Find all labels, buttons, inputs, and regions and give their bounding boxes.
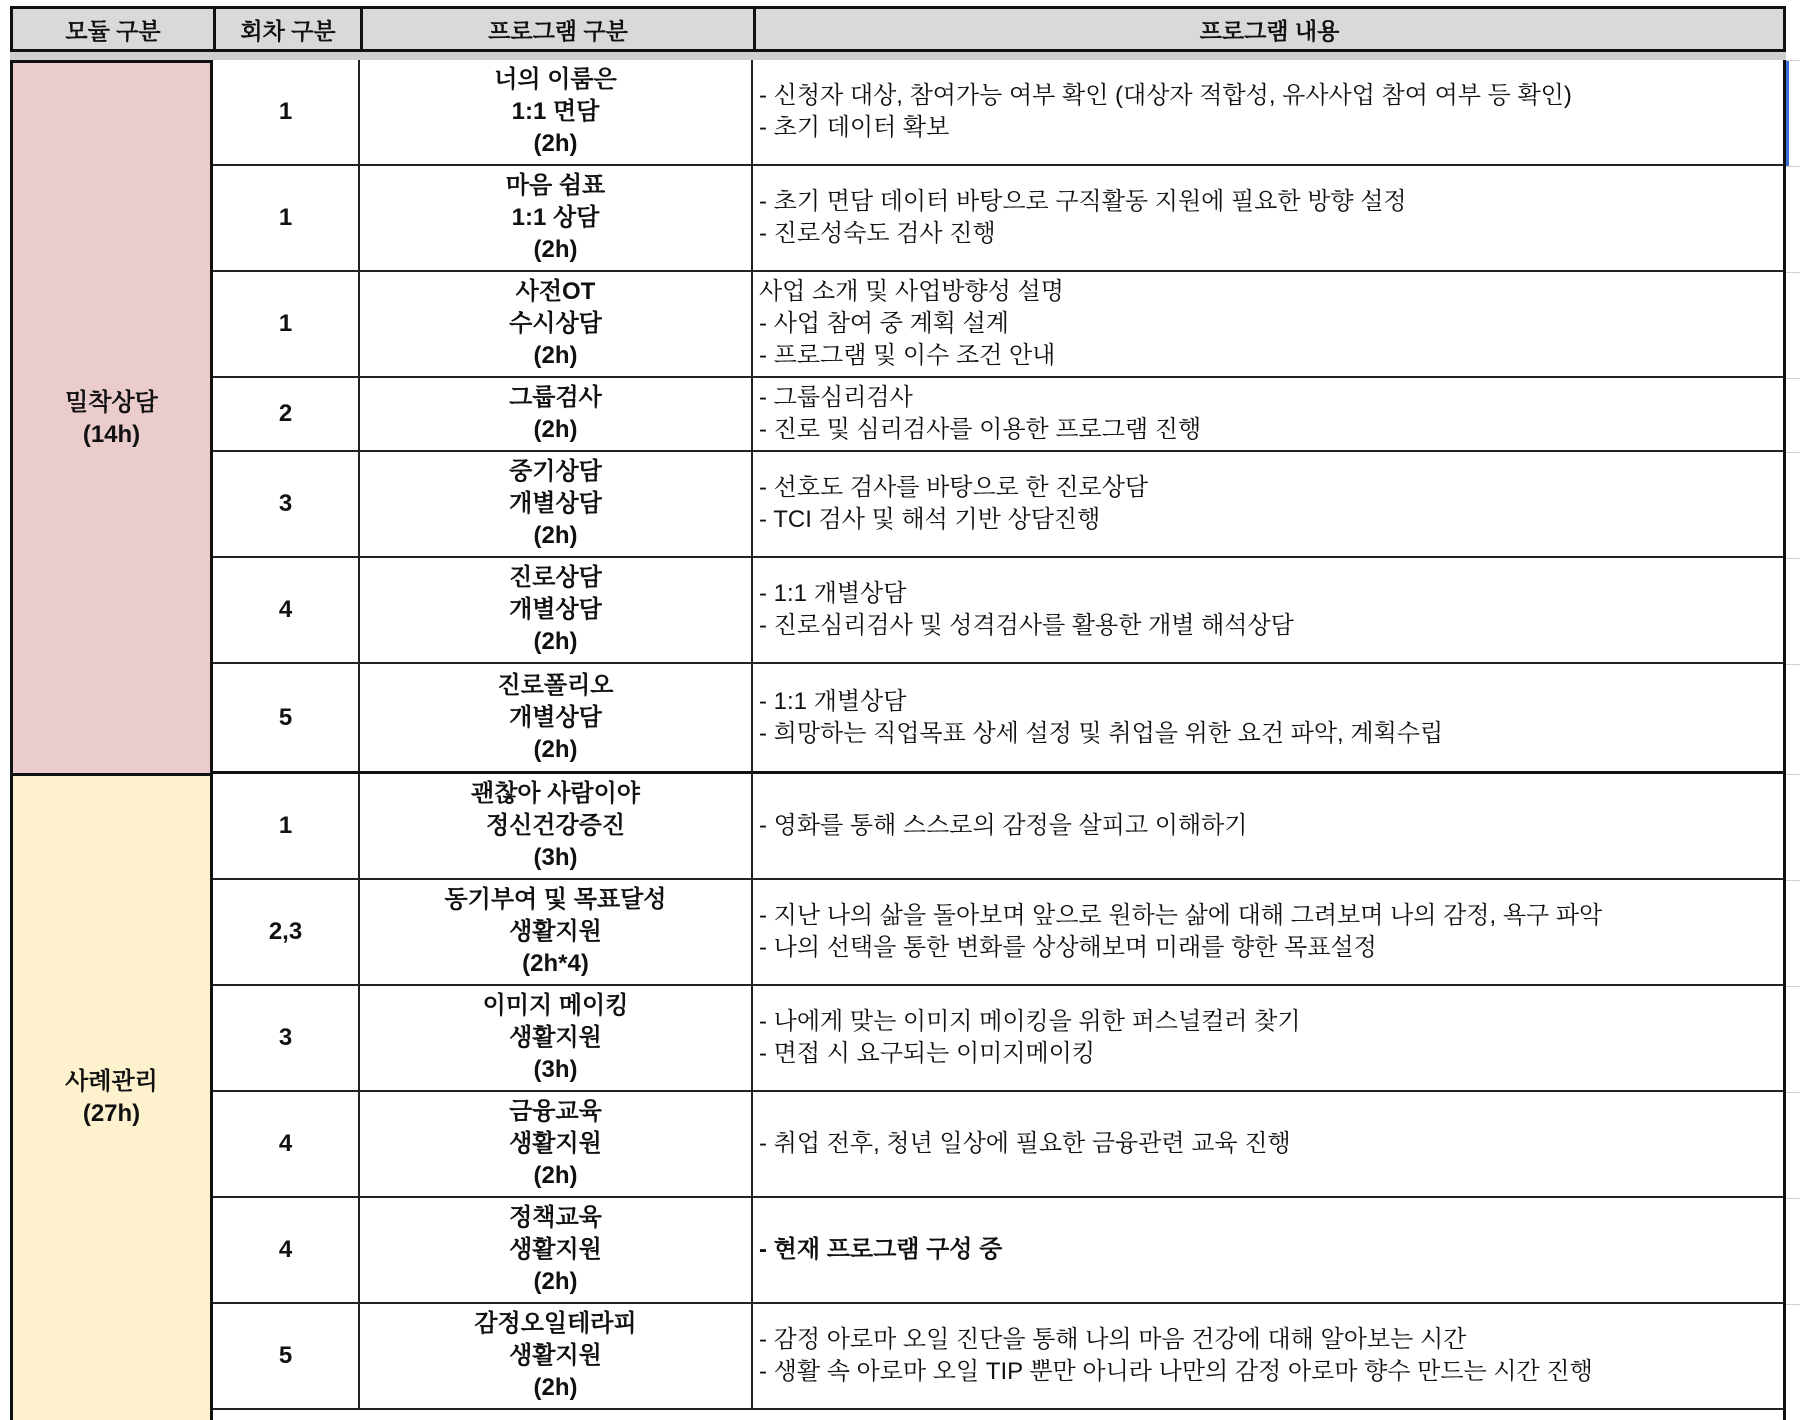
- content-line: - 선호도 검사를 바탕으로 한 진로상담: [759, 474, 1149, 501]
- sheet-gridline: [1786, 1092, 1800, 1093]
- program-cell[interactable]: [360, 986, 753, 1090]
- content-line: - 취업 전후, 청년 일상에 필요한 금융관련 교육 진행: [759, 1130, 1291, 1157]
- program-cell[interactable]: [360, 1198, 753, 1302]
- program-line: 개별상담: [509, 703, 602, 731]
- session-cell[interactable]: 1: [213, 60, 360, 164]
- program-line: 마음 쉼표: [505, 172, 606, 199]
- program-line: 생활지원: [509, 1024, 602, 1051]
- session-cell[interactable]: 1: [213, 272, 360, 376]
- content-cell[interactable]: [753, 166, 1786, 270]
- session-cell[interactable]: 4: [213, 1092, 360, 1196]
- program-cell[interactable]: [360, 272, 753, 376]
- sheet-gridline: [1786, 880, 1800, 881]
- program-line: 생활지원: [509, 918, 602, 945]
- content-cell[interactable]: [753, 880, 1786, 984]
- content-line: - 1:1 개별상담: [759, 580, 907, 607]
- program-line: 동기부여 및 목표달성: [444, 886, 667, 913]
- module-label: 밀착상담: [65, 388, 158, 416]
- content-line: - 면접 시 요구되는 이미지메이킹: [759, 1040, 1096, 1067]
- program-cell[interactable]: [360, 166, 753, 270]
- table-row: [213, 1092, 1786, 1198]
- module-hours: (14h): [82, 420, 141, 448]
- session-cell[interactable]: 2,3: [213, 880, 360, 984]
- program-cell[interactable]: [360, 1304, 753, 1408]
- program-line: 금융교육: [509, 1098, 602, 1125]
- content-line: - 지난 나의 삶을 돌아보며 앞으로 원하는 삶에 대해 그려보며 나의 감정, 욕구 파악: [759, 902, 1603, 929]
- program-cell[interactable]: [360, 558, 753, 662]
- content-cell[interactable]: [753, 558, 1786, 662]
- program-cell[interactable]: [360, 880, 753, 984]
- content-cell[interactable]: [753, 272, 1786, 376]
- sheet-gridline: [1786, 774, 1800, 775]
- program-line: 감정오일테라피: [474, 1310, 637, 1337]
- content-line: - 나의 선택을 통한 변화를 상상해보며 미래를 향한 목표설정: [759, 934, 1377, 961]
- program-line: 정책교육: [509, 1204, 602, 1231]
- program-line: (3h): [533, 844, 578, 871]
- content-line: - 진로심리검사 및 성격검사를 활용한 개별 해석상담: [759, 612, 1294, 639]
- program-line: 진로폴리오: [497, 671, 614, 699]
- program-line: 생활지원: [509, 1236, 602, 1263]
- program-line: 정신건강증진: [485, 812, 626, 839]
- program-line: 그룹검사: [509, 384, 602, 411]
- program-line: (2h): [533, 1374, 578, 1401]
- sheet-gridline: [1786, 1304, 1800, 1305]
- program-line: 진로상담: [509, 564, 602, 591]
- header-module[interactable]: 모듈 구분: [10, 6, 216, 52]
- table-row: [213, 60, 1786, 166]
- session-cell[interactable]: 1: [213, 166, 360, 270]
- sheet-gridline: [1786, 166, 1800, 167]
- table-row: [213, 378, 1786, 452]
- sheet-gridline: [1786, 452, 1800, 453]
- sheet-gridline: [1786, 1198, 1800, 1199]
- program-line: 너의 이룸은: [494, 66, 617, 93]
- table-row: [213, 774, 1786, 880]
- program-cell[interactable]: [360, 452, 753, 556]
- content-line: - TCI 검사 및 해석 기반 상담진행: [759, 506, 1101, 533]
- content-cell[interactable]: [753, 1092, 1786, 1196]
- program-line: 1:1 상담: [511, 204, 600, 231]
- content-line: - 희망하는 직업목표 상세 설정 및 취업을 위한 요건 파악, 계획수립: [759, 719, 1444, 747]
- session-cell[interactable]: 4: [213, 1198, 360, 1302]
- content-line: - 그룹심리검사: [759, 384, 913, 411]
- program-line: (3h): [533, 1056, 578, 1083]
- content-cell[interactable]: [753, 1304, 1786, 1408]
- program-line: 개별상담: [509, 596, 602, 623]
- content-cell[interactable]: [753, 1198, 1786, 1302]
- module-hours: (27h): [82, 1100, 141, 1127]
- table-row: [213, 664, 1786, 774]
- content-line: - 영화를 통해 스스로의 감정을 살피고 이해하기: [759, 812, 1248, 839]
- program-line: 1:1 면담: [511, 98, 600, 125]
- program-line: (2h): [533, 342, 578, 369]
- program-cell[interactable]: [360, 774, 753, 878]
- session-cell[interactable]: 5: [213, 664, 360, 771]
- content-line: - 진로성숙도 검사 진행: [759, 220, 996, 247]
- program-line: 개별상담: [509, 490, 602, 517]
- header-content[interactable]: 프로그램 내용: [753, 6, 1786, 52]
- content-cell[interactable]: [753, 986, 1786, 1090]
- content-line: - 1:1 개별상담: [759, 687, 907, 715]
- content-line: - 프로그램 및 이수 조건 안내: [759, 342, 1056, 369]
- program-line: (2h): [533, 1268, 578, 1295]
- table-row: [213, 272, 1786, 378]
- table-row: [213, 166, 1786, 272]
- program-line: 생활지원: [509, 1342, 602, 1369]
- content-line: - 감정 아로마 오일 진단을 통해 나의 마음 건강에 대해 알아보는 시간: [759, 1326, 1467, 1353]
- table-right-border: [1783, 60, 1786, 1420]
- content-line: - 생활 속 아로마 오일 TIP 뿐만 아니라 나만의 감정 아로마 향수 만드는 시간 진행: [759, 1358, 1593, 1385]
- program-line: (2h): [533, 1162, 578, 1189]
- content-line: - 초기 데이터 확보: [759, 114, 950, 141]
- program-cell[interactable]: [360, 60, 753, 164]
- program-cell[interactable]: [360, 378, 753, 450]
- program-cell[interactable]: [360, 1092, 753, 1196]
- program-line: (2h): [533, 416, 578, 443]
- program-line: 괜찮아 사람이야: [471, 780, 640, 807]
- table-row: [213, 558, 1786, 664]
- content-line: - 신청자 대상, 참여가능 여부 확인 (대상자 적합성, 유사사업 참여 여부 등 확인): [759, 82, 1572, 109]
- program-line: 이미지 메이킹: [482, 992, 629, 1019]
- content-line: - 초기 면담 데이터 바탕으로 구직활동 지원에 필요한 방향 설정: [759, 188, 1407, 215]
- sheet-gridline: [1786, 272, 1800, 273]
- content-cell[interactable]: [753, 452, 1786, 556]
- table-row: [213, 452, 1786, 558]
- sheet-gridline: [1786, 664, 1800, 665]
- module-cell-2[interactable]: [10, 773, 213, 1420]
- module-cell-1[interactable]: [10, 60, 213, 774]
- content-line: - 진로 및 심리검사를 이용한 프로그램 진행: [759, 416, 1202, 443]
- content-cell[interactable]: [753, 774, 1786, 878]
- selected-cell-indicator: [1786, 60, 1789, 166]
- sheet-gridline: [1786, 60, 1800, 61]
- session-cell[interactable]: 1: [213, 774, 360, 878]
- program-line: (2h*4): [522, 950, 589, 977]
- table-row: [213, 1198, 1786, 1304]
- program-line: (2h): [533, 628, 578, 655]
- sheet-gridline: [1786, 558, 1800, 559]
- content-line: - 나에게 맞는 이미지 메이킹을 위한 퍼스널컬러 찾기: [759, 1008, 1301, 1035]
- session-cell[interactable]: 5: [213, 1304, 360, 1408]
- session-cell[interactable]: 3: [213, 452, 360, 556]
- session-cell[interactable]: 3: [213, 986, 360, 1090]
- session-cell[interactable]: 4: [213, 558, 360, 662]
- content-line: - 현재 프로그램 구성 중: [759, 1236, 1003, 1263]
- content-line: 사업 소개 및 사업방향성 설명: [759, 278, 1064, 305]
- content-line: - 사업 참여 중 계획 설계: [759, 310, 1009, 337]
- header-session[interactable]: 회차 구분: [213, 6, 363, 52]
- program-line: (2h): [533, 522, 578, 549]
- header-program[interactable]: 프로그램 구분: [360, 6, 756, 52]
- table-row: [213, 880, 1786, 986]
- content-cell[interactable]: [753, 378, 1786, 450]
- program-line: 수시상담: [509, 310, 602, 337]
- content-cell[interactable]: [753, 664, 1786, 771]
- module-label: 사례관리: [65, 1068, 158, 1095]
- sheet-gridline: [1786, 378, 1800, 379]
- table-row: [213, 986, 1786, 1092]
- program-line: 중기상담: [509, 458, 602, 485]
- program-line: 생활지원: [509, 1130, 602, 1157]
- program-line: 사전OT: [515, 278, 596, 305]
- content-cell[interactable]: [753, 60, 1786, 164]
- program-line: (2h): [533, 236, 578, 263]
- sheet-gridline: [1786, 986, 1800, 987]
- table-row: [213, 1304, 1786, 1410]
- frozen-row-divider: [10, 52, 1786, 60]
- program-line: (2h): [533, 130, 578, 157]
- session-cell[interactable]: 2: [213, 378, 360, 450]
- program-cell[interactable]: [360, 664, 753, 771]
- program-line: (2h): [533, 735, 578, 763]
